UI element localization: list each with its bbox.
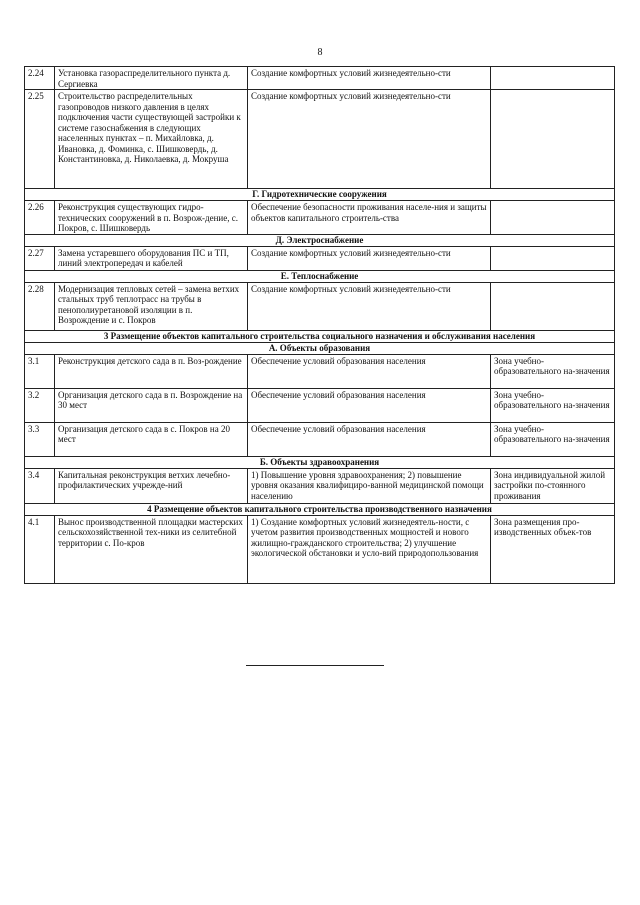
table-row xyxy=(25,515,615,583)
measure-zone xyxy=(491,201,615,235)
measure-goal: Создание комфортных условий жизнедеятельно-сти xyxy=(248,90,491,189)
table-row xyxy=(25,282,615,330)
section-header-row xyxy=(25,234,615,246)
row-number: 2.26 xyxy=(25,201,55,235)
measure-zone: Зона индивидуальной жилой застройки по-стоянного проживания xyxy=(491,468,615,503)
section-title: 4 Размещение объектов капитального строительства производственного назначения xyxy=(25,503,615,515)
measure-goal: Обеспечение условий образования населения xyxy=(248,422,491,456)
section-title: Д. Электроснабжение xyxy=(25,234,615,246)
measure-zone xyxy=(491,246,615,270)
measure-name: Реконструкция детского сада в п. Воз-рождение xyxy=(55,354,248,388)
measures-table xyxy=(24,66,615,584)
section-header-row xyxy=(25,456,615,468)
section-header-row xyxy=(25,342,615,354)
measure-goal: Создание комфортных условий жизнедеятельно-сти xyxy=(248,67,491,90)
section-title: Е. Теплоснабжение xyxy=(25,270,615,282)
measure-name: Организация детского сада в п. Возрождение на 30 мест xyxy=(55,388,248,422)
row-number: 3.3 xyxy=(25,422,55,456)
measure-goal: 1) Повышение уровня здравоохранения; 2) повышение уровня оказания квалифициро-ванной медицинской помощи населению xyxy=(248,468,491,503)
section-title: А. Объекты образования xyxy=(25,342,615,354)
row-number: 2.25 xyxy=(25,90,55,189)
measure-name: Организация детского сада в с. Покров на 20 мест xyxy=(55,422,248,456)
row-number: 2.28 xyxy=(25,282,55,330)
closing-rule xyxy=(246,665,384,666)
row-number: 2.27 xyxy=(25,246,55,270)
table-row xyxy=(25,388,615,422)
measure-name: Строительство распределительных газопроводов низкого давления в целях подключения части существующей застройки к системе газоснабжения в следующих населенных пунктах – п. Михайловка, д. Ивановка, д. Фоминка, с. Шишковердь, д. Константиновка, д. Николаевка, д. Мокруша xyxy=(55,90,248,189)
measure-goal: Обеспечение условий образования населения xyxy=(248,354,491,388)
table-row xyxy=(25,468,615,503)
measure-zone xyxy=(491,67,615,90)
measure-zone: Зона учебно-образовательного на-значения xyxy=(491,388,615,422)
table-row xyxy=(25,90,615,189)
row-number: 2.24 xyxy=(25,67,55,90)
measure-goal: Создание комфортных условий жизнедеятельно-сти xyxy=(248,246,491,270)
row-number: 4.1 xyxy=(25,515,55,583)
measure-goal: Обеспечение условий образования населения xyxy=(248,388,491,422)
section-header-row xyxy=(25,503,615,515)
measure-zone xyxy=(491,282,615,330)
measure-zone: Зона размещения про-изводственных объек-тов xyxy=(491,515,615,583)
section-header-row xyxy=(25,270,615,282)
measure-name: Замена устаревшего оборудования ПС и ТП, линий электропередач и кабелей xyxy=(55,246,248,270)
section-title: Г. Гидротехнические сооружения xyxy=(25,189,615,201)
page-number: 8 xyxy=(317,47,323,58)
measure-goal: Создание комфортных условий жизнедеятельно-сти xyxy=(248,282,491,330)
section-header-row xyxy=(25,189,615,201)
table-row xyxy=(25,422,615,456)
section-header-row xyxy=(25,330,615,342)
measure-name: Капитальная реконструкция ветхих лечебно-профилактических учрежде-ний xyxy=(55,468,248,503)
measure-goal: Обеспечение безопасности проживания населе-ния и защиты объектов капитального строитель-ства xyxy=(248,201,491,235)
section-title: Б. Объекты здравоохранения xyxy=(25,456,615,468)
measure-zone: Зона учебно-образовательного на-значения xyxy=(491,354,615,388)
table-row xyxy=(25,201,615,235)
measure-zone: Зона учебно-образовательного на-значения xyxy=(491,422,615,456)
table-row xyxy=(25,354,615,388)
section-title: 3 Размещение объектов капитального строительства социального назначения и обслуживания населения xyxy=(25,330,615,342)
row-number: 3.2 xyxy=(25,388,55,422)
measure-name: Реконструкция существующих гидро-технических сооружений в п. Возрож-дение, с. Покров, с. Шишковердь xyxy=(55,201,248,235)
measure-name: Вынос производственной площадки мастерских сельскохозяйственной тех-ники из селитебной территории с. По-кров xyxy=(55,515,248,583)
measure-goal: 1) Создание комфортных условий жизнедеятель-ности, с учетом развития производственных мощностей и нового жилищно-гражданского строительства; 2) улучшение экологической обстановки и усло-вий природопользования xyxy=(248,515,491,583)
row-number: 3.1 xyxy=(25,354,55,388)
measure-name: Модернизация тепловых сетей – замена ветхих стальных труб теплотрасс на трубы в пенополиуретановой изоляции в п. Возрождение и с. Покров xyxy=(55,282,248,330)
table-row xyxy=(25,67,615,90)
row-number: 3.4 xyxy=(25,468,55,503)
measure-zone xyxy=(491,90,615,189)
table-row xyxy=(25,246,615,270)
measure-name: Установка газораспределительного пункта д. Сергиевка xyxy=(55,67,248,90)
